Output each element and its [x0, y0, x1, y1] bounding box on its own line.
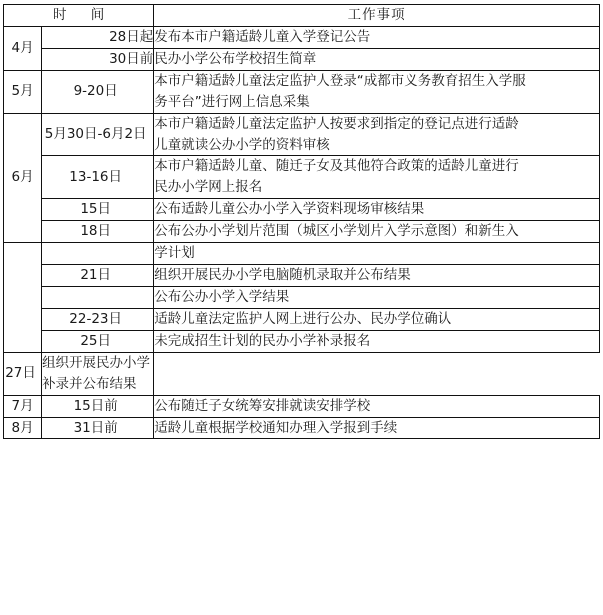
table-row: [4, 286, 600, 308]
item-cell: 组织开展民办小学电脑随机录取并公布结果: [154, 265, 600, 287]
table-row: [4, 26, 600, 48]
item-cell: [154, 70, 600, 113]
time-cell: 15日前: [42, 395, 154, 417]
text-line: 儿童就读公办小学的资料审核: [154, 136, 330, 153]
table-row: [4, 330, 600, 352]
item-cell: 公布随迁子女统筹安排就读安排学校: [154, 395, 600, 417]
table-body: [4, 26, 600, 439]
month-cell: 6月: [4, 113, 42, 243]
item-cell: [154, 156, 600, 199]
table-row: [4, 265, 600, 287]
text-line: 本市户籍适龄儿童法定监护人登录“成都市义务教育招生入学服: [154, 72, 526, 89]
table-row: [4, 417, 600, 439]
month-cell: 7月: [4, 395, 42, 417]
time-cell: [42, 243, 154, 265]
item-cell: 公布公办小学入学结果: [154, 286, 600, 308]
text-line: 6月2日: [102, 126, 147, 143]
item-cell: 学计划: [154, 243, 600, 265]
time-cell: 31日前: [42, 417, 154, 439]
item-cell: 适龄儿童根据学校通知办理入学报到手续: [154, 417, 600, 439]
text-line: 本市户籍适龄儿童、随迁子女及其他符合政策的适龄儿童进行: [154, 158, 519, 175]
time-cell: 30日前: [42, 48, 154, 70]
text-line: 本市户籍适龄儿童法定监护人按要求到指定的登记点进行适龄: [154, 115, 519, 132]
text-line: 5月30日-: [44, 126, 103, 143]
item-cell: 组织开展民办小学补录并公布结果: [42, 352, 154, 395]
time-cell: 27日: [4, 352, 42, 395]
time-cell: 25日: [42, 330, 154, 352]
time-cell: [42, 286, 154, 308]
table-header: [4, 5, 600, 27]
item-cell: 民办小学公布学校招生简章: [154, 48, 600, 70]
text-line: 民办小学网上报名: [154, 179, 263, 196]
table-row: [4, 308, 600, 330]
time-cell: [42, 113, 154, 156]
time-cell: 28日起: [42, 26, 154, 48]
text-line: 务平台”进行网上信息采集: [154, 93, 310, 110]
table-row: [4, 156, 600, 199]
time-cell: 18日: [42, 221, 154, 243]
header-item: 工作事项: [154, 5, 600, 27]
table-row: [4, 221, 600, 243]
table-row: [4, 199, 600, 221]
month-cell: [4, 243, 42, 353]
header-time: 时 间: [4, 5, 154, 27]
time-cell: 15日: [42, 199, 154, 221]
item-cell: 发布本市户籍适龄儿童入学登记公告: [154, 26, 600, 48]
enrollment-schedule-table: [3, 4, 600, 439]
table-row: [4, 70, 600, 113]
table-row: [4, 48, 600, 70]
month-cell: 8月: [4, 417, 42, 439]
item-cell: 适龄儿童法定监护人网上进行公办、民办学位确认: [154, 308, 600, 330]
time-cell: 9-20日: [42, 70, 154, 113]
item-cell: 未完成招生计划的民办小学补录报名: [154, 330, 600, 352]
time-cell: 22-23日: [42, 308, 154, 330]
month-cell: 5月: [4, 70, 42, 113]
item-cell: [154, 113, 600, 156]
item-cell: 公布适龄儿童公办小学入学资料现场审核结果: [154, 199, 600, 221]
time-cell: 21日: [42, 265, 154, 287]
table-row: [4, 243, 600, 265]
item-cell: 公布公办小学划片范围（城区小学划片入学示意图）和新生入: [154, 221, 600, 243]
month-cell: 4月: [4, 26, 42, 70]
table-row: [4, 352, 600, 395]
table-row: [4, 113, 600, 156]
time-cell: 13-16日: [42, 156, 154, 199]
table-row: [4, 395, 600, 417]
header-row: [4, 5, 600, 27]
